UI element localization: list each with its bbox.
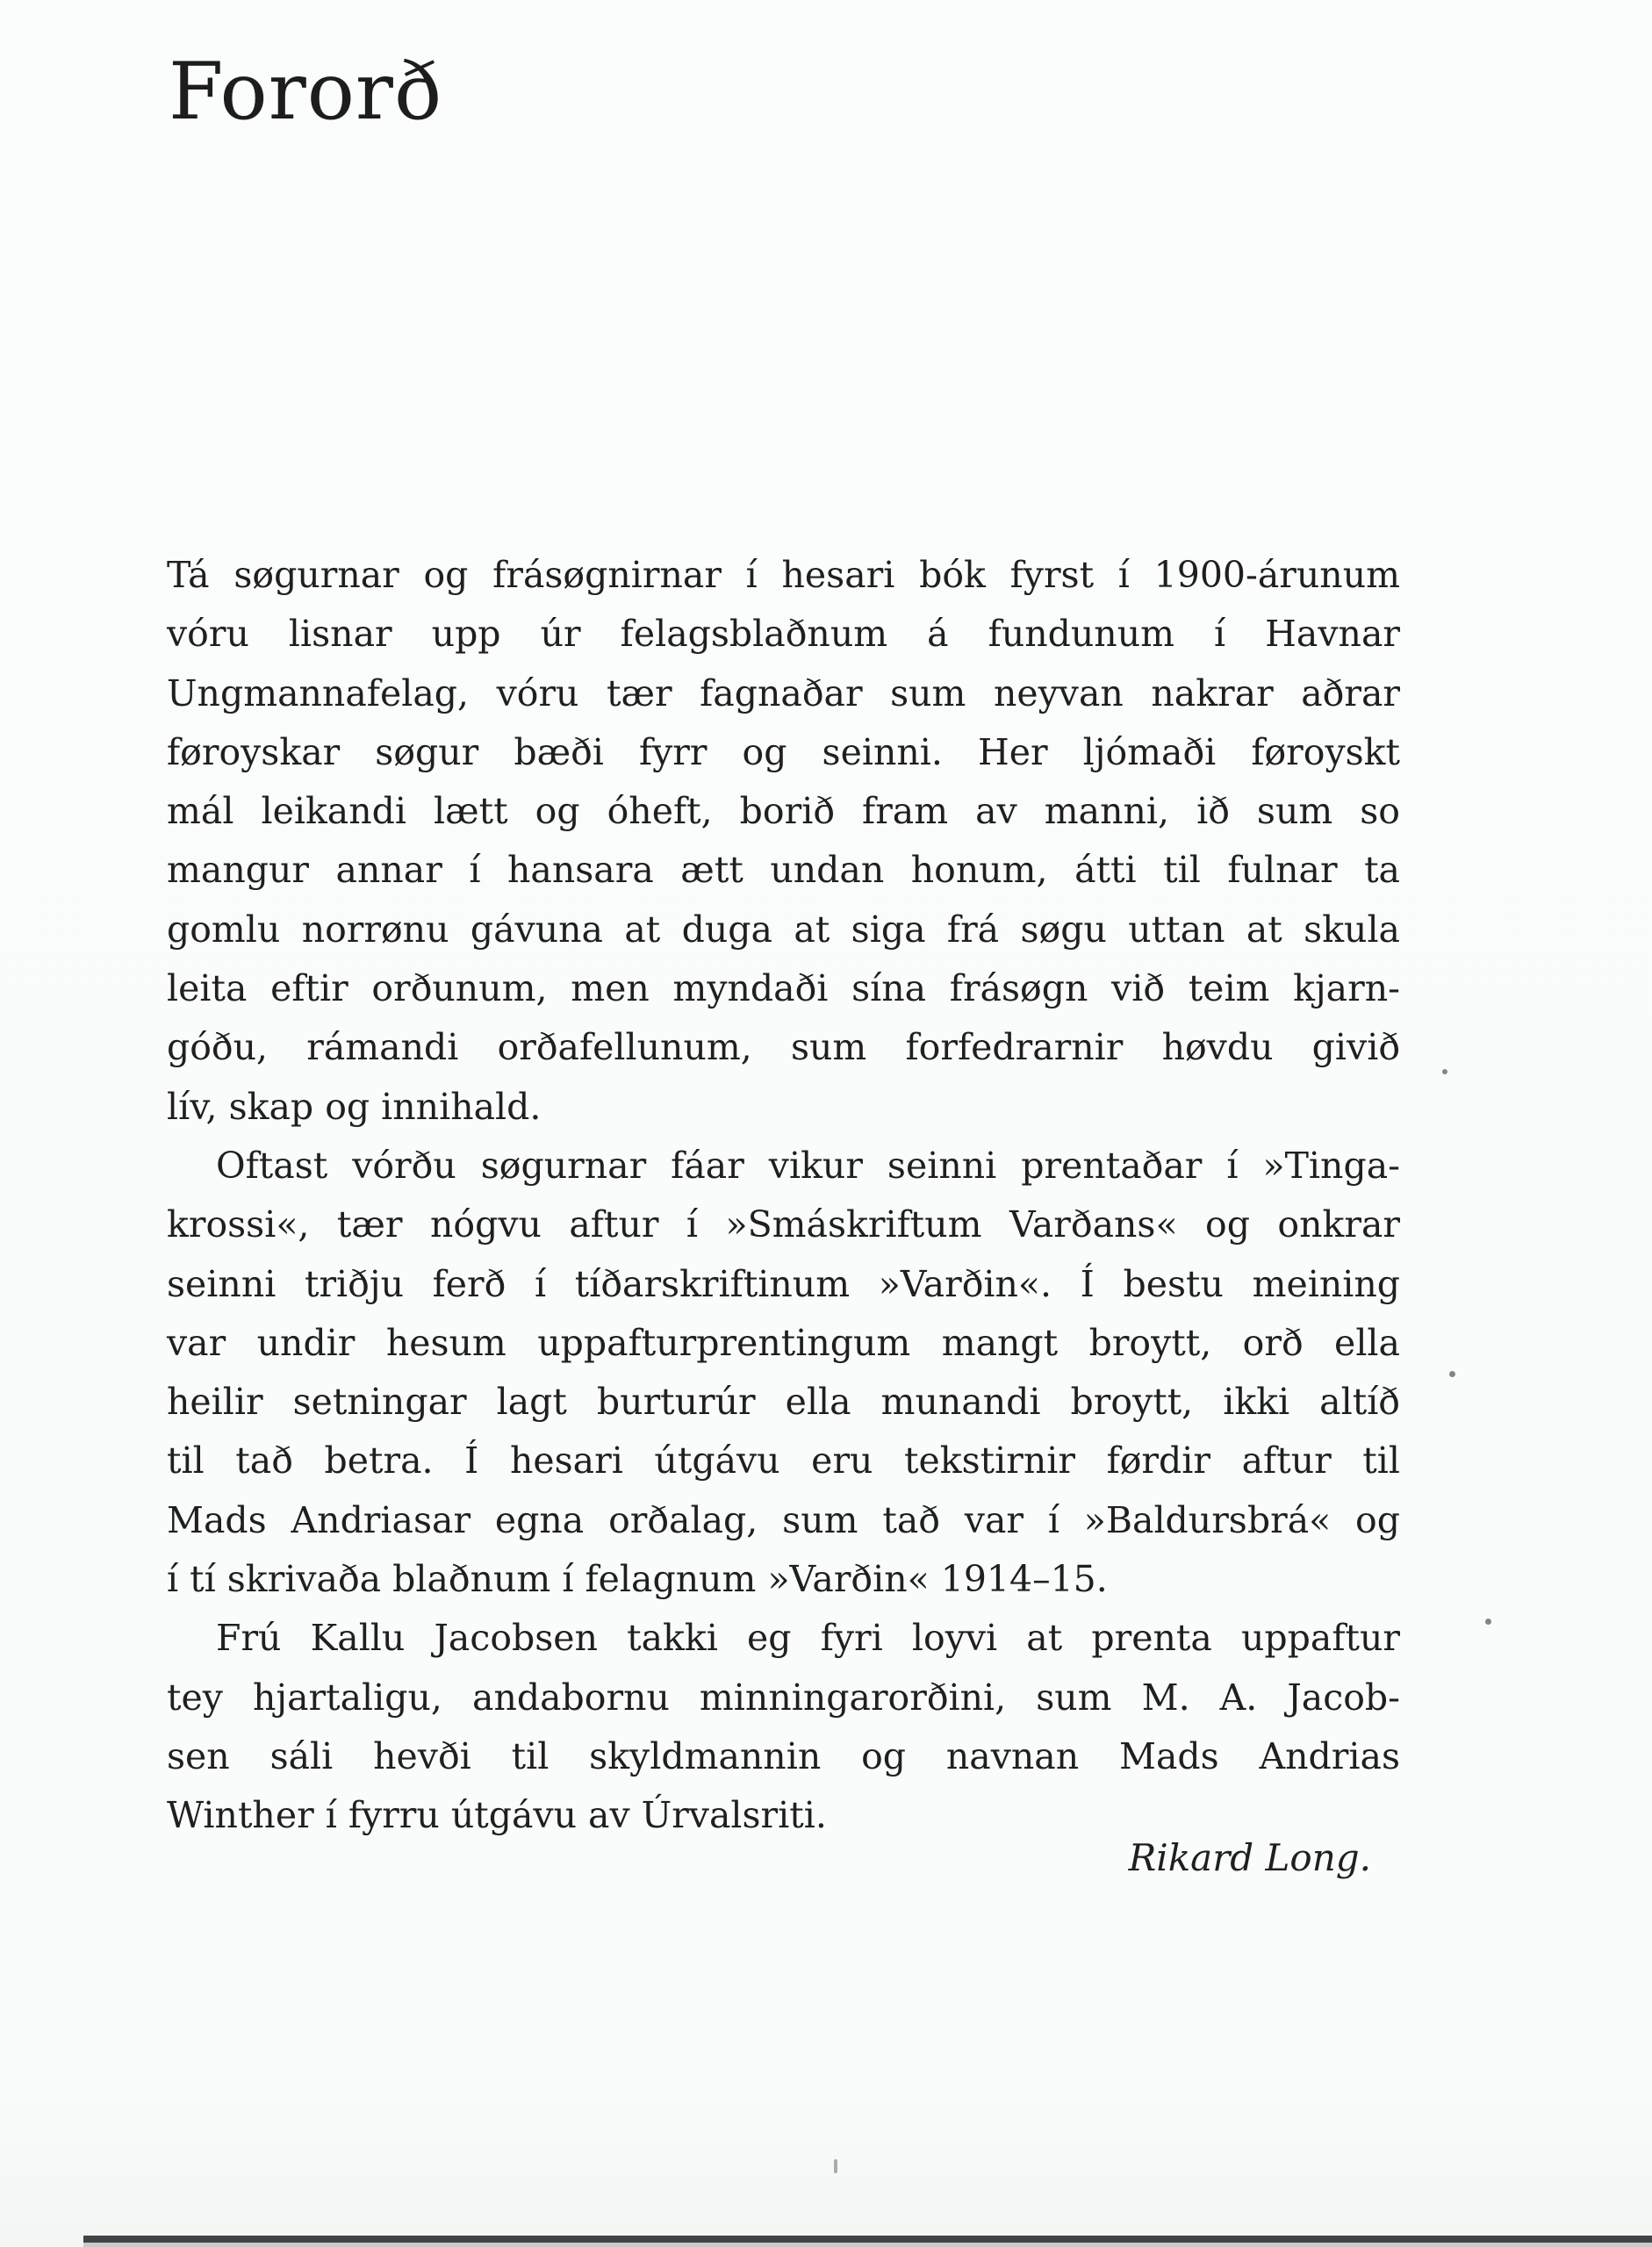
text-line: til tað betra. Í hesari útgávu eru tekstirnir førdir aftur til (167, 1439, 1400, 1482)
text-line: leita eftir orðunum, men myndaði sína frásøgn við teim kjarn- (167, 967, 1400, 1010)
text-line: heilir setningar lagt burturúr ella munandi broytt, ikki altíð (167, 1381, 1400, 1424)
text-line: Ungmannafelag, vóru tær fagnaðar sum neyvan nakrar aðrar (167, 671, 1400, 714)
page-title: Fororð (169, 46, 443, 138)
text-line: var undir hesum uppafturprentingum mangt broytt, orð ella (167, 1321, 1400, 1364)
text-line: Oftast vórðu søgurnar fáar vikur seinni prentaðar í »Tinga- (216, 1144, 1400, 1187)
text-line: tey hjartaligu, andabornu minningarorðini, sum M. A. Jacob- (167, 1676, 1400, 1719)
author-signature: Rikard Long. (1128, 1836, 1371, 1879)
scan-speck (1442, 1069, 1447, 1074)
text-line: mangur annar í hansara ætt undan honum, átti til fulnar ta (167, 849, 1400, 892)
text-line: í tí skrivaða blaðnum í felagnum »Varðin« 1914–15. (167, 1558, 1108, 1601)
text-line: sen sáli hevði til skyldmannin og navnan Mads Andrias (167, 1734, 1400, 1777)
body-text (167, 546, 1400, 1846)
text-line: góðu, rámandi orðafellunum, sum forfedrarnir høvdu givið (167, 1026, 1400, 1069)
scan-speck (1485, 1619, 1491, 1625)
text-line: føroyskar søgur bæði fyrr og seinni. Her ljómaði føroyskt (167, 730, 1400, 773)
text-line: vóru lisnar upp úr felagsblaðnum á fundunum í Havnar (167, 613, 1400, 656)
scan-edge-line (83, 2236, 1652, 2243)
text-line: Tá søgurnar og frásøgnirnar í hesari bók fyrst í 1900-árunum (167, 554, 1400, 596)
text-line: Mads Andriasar egna orðalag, sum tað var í »Baldursbrá« og (167, 1498, 1400, 1541)
scan-speck (1449, 1371, 1455, 1377)
text-line: lív, skap og innihald. (167, 1085, 542, 1128)
scan-speck (834, 2159, 837, 2173)
text-line: krossi«, tær nógvu aftur í »Smáskriftum Varðans« og onkrar (167, 1203, 1400, 1246)
text-line: gomlu norrønu gávuna at duga at siga frá søgu uttan at skula (167, 908, 1400, 951)
text-line: seinni triðju ferð í tíðarskriftinum »Varðin«. Í bestu meining (167, 1262, 1400, 1305)
text-line: Winther í fyrru útgávu av Úrvalsriti. (167, 1794, 827, 1837)
text-line: Frú Kallu Jacobsen takki eg fyri loyvi at prenta uppaftur (216, 1617, 1400, 1660)
scan-edge-shadow (83, 2243, 1652, 2247)
text-line: mál leikandi lætt og óheft, borið fram av manni, ið sum so (167, 790, 1400, 833)
